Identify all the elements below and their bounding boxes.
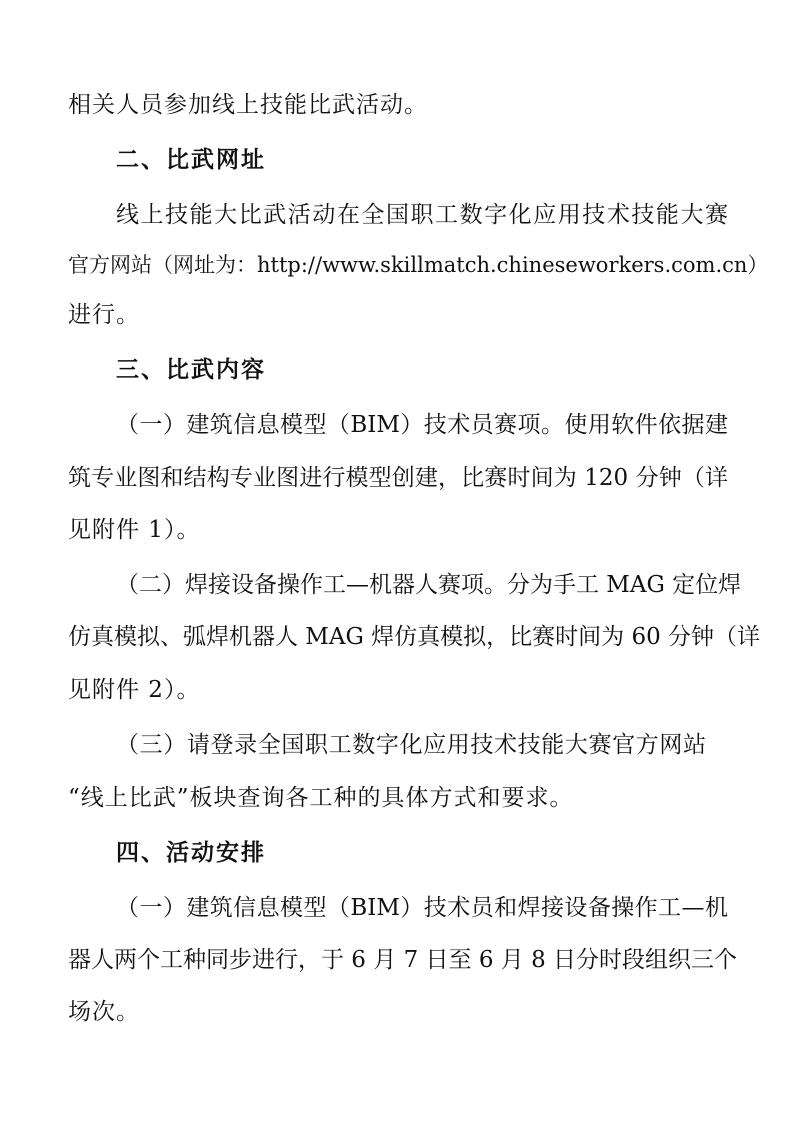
section-heading-schedule: 四、活动安排 [116, 840, 266, 866]
paragraph-line: 见附件 1）。 [68, 517, 201, 543]
paragraph-line: （一）建筑信息模型（BIM）技术员赛项。使用软件依据建 [116, 412, 728, 438]
paragraph-line: 线上技能大比武活动在全国职工数字化应用技术技能大赛 [116, 202, 728, 228]
paragraph-line: 场次。 [68, 999, 140, 1025]
paragraph-line: 仿真模拟、弧焊机器人 MAG 焊仿真模拟，比赛时间为 60 分钟（详 [68, 624, 761, 650]
paragraph-line: 进行。 [68, 302, 140, 328]
section-heading-website: 二、比武网址 [116, 147, 266, 173]
section-heading-content: 三、比武内容 [116, 357, 266, 383]
paragraph-line: （一）建筑信息模型（BIM）技术员和焊接设备操作工—机 [116, 895, 728, 921]
paragraph-line: （二）焊接设备操作工—机器人赛项。分为手工 MAG 定位焊 [116, 572, 742, 598]
paragraph-line: 相关人员参加线上技能比武活动。 [68, 92, 428, 118]
paragraph-line: 筑专业图和结构专业图进行模型创建，比赛时间为 120 分钟（详 [68, 465, 728, 491]
paragraph-line: 器人两个工种同步进行，于 6 月 7 日至 6 月 8 日分时段组织三个 [68, 947, 738, 973]
paragraph-line: （三）请登录全国职工数字化应用技术技能大赛官方网站 [116, 732, 706, 758]
paragraph-line: 见附件 2）。 [68, 677, 201, 703]
paragraph-line: “线上比武”板块查询各工种的具体方式和要求。 [68, 785, 574, 811]
website-url-line: 官方网站（网址为：http://www.skillmatch.chineseworkers.com.cn） [68, 253, 769, 277]
